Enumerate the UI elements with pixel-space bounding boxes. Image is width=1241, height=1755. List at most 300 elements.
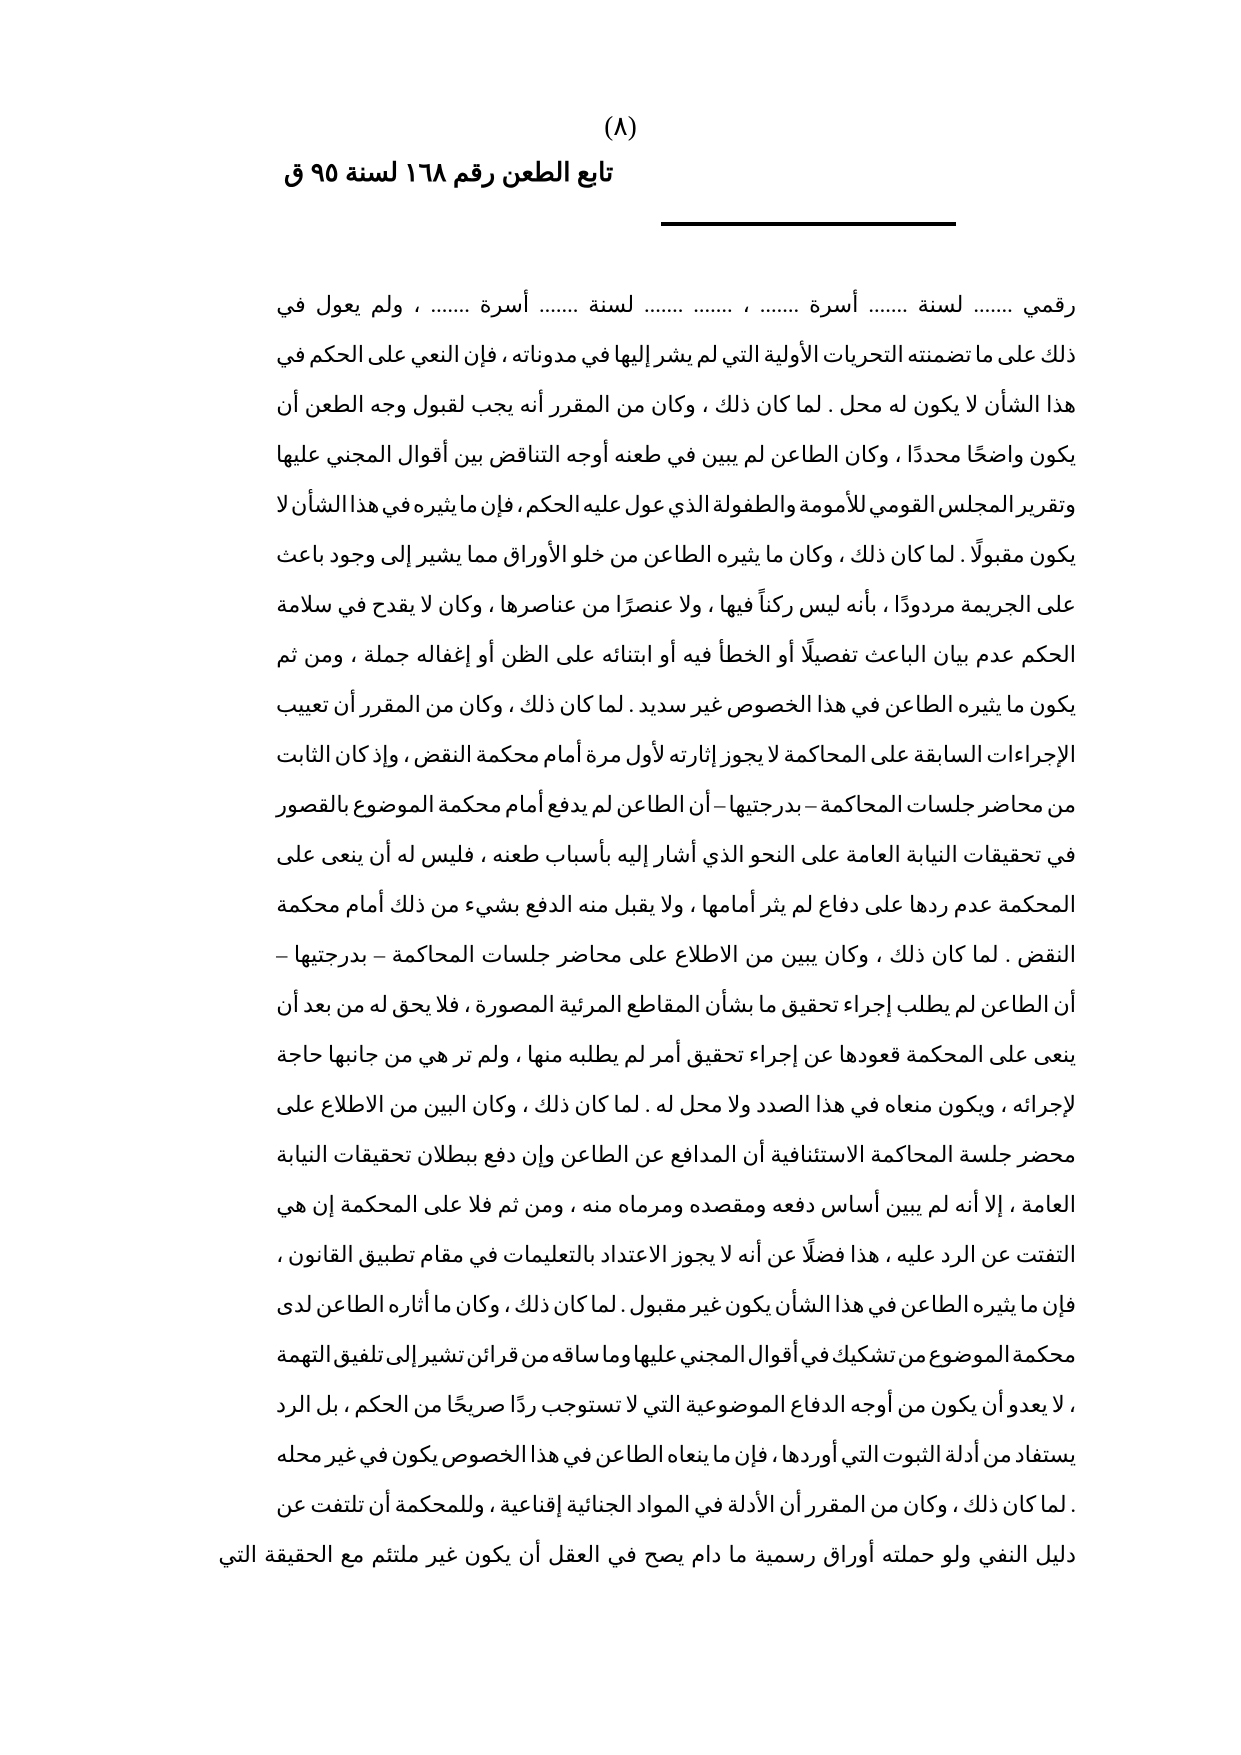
body-word: حاجة	[276, 1042, 323, 1067]
body-word: أمر	[650, 1042, 682, 1067]
body-word: ،	[742, 292, 750, 317]
body-word: من	[383, 1042, 414, 1067]
body-word: ،	[503, 1292, 511, 1317]
body-line	[276, 480, 1076, 530]
body-word: الثبوت	[882, 1442, 942, 1467]
body-word: ولو	[941, 1542, 972, 1567]
body-word: الشأن	[290, 492, 348, 517]
body-word: وكان	[437, 592, 483, 617]
body-word: .......	[868, 292, 908, 317]
body-word: من	[413, 1392, 443, 1417]
body-word: مقبولًا	[969, 542, 1025, 567]
body-word: هذا	[815, 1092, 846, 1117]
body-word: الجنائية	[566, 1492, 633, 1517]
body-word: لما	[971, 942, 999, 967]
body-word: أثاره	[387, 1292, 430, 1317]
body-word: ،	[1000, 1092, 1008, 1117]
body-word: المرئية	[558, 992, 623, 1017]
body-word: ومن	[303, 642, 344, 667]
body-line	[276, 1180, 1076, 1230]
body-word: أن	[981, 1392, 1004, 1417]
body-word: لا	[965, 392, 979, 417]
body-word: .......	[539, 292, 579, 317]
body-word: دليل	[1035, 1542, 1076, 1567]
body-word: وكان	[844, 442, 890, 467]
body-word: الطاعن	[900, 1292, 970, 1317]
body-word: –	[276, 942, 288, 967]
page-number: (٨)	[604, 111, 637, 141]
body-word: عليه	[582, 492, 623, 517]
body-word: المصورة	[474, 992, 555, 1017]
body-word: ذلك	[714, 392, 751, 417]
body-word: أو	[777, 642, 795, 667]
body-word: محكمة	[437, 792, 502, 817]
body-word: الاستئنافية	[770, 1142, 866, 1167]
body-word: لما	[795, 392, 823, 417]
body-word: تحقيقات	[962, 842, 1042, 867]
body-word: يثيره	[716, 542, 761, 567]
body-word: منه	[581, 1192, 613, 1217]
body-word: الباعث	[864, 642, 927, 667]
body-word: محكمة	[276, 892, 341, 917]
body-word: حملته	[881, 1542, 935, 1567]
body-word: عليه	[896, 1242, 937, 1267]
body-word: هذا	[849, 1242, 880, 1267]
body-word: يكون	[391, 1442, 439, 1467]
body-word: تلتفت	[310, 1492, 365, 1517]
body-word: ثم	[497, 1192, 519, 1217]
body-word: ما	[433, 1292, 453, 1317]
body-word: المحاكمة	[819, 792, 903, 817]
body-word: أنه	[737, 1242, 763, 1267]
body-word: القومي	[868, 492, 936, 517]
body-word: على	[423, 1192, 463, 1217]
body-word: ملتئم	[371, 1542, 420, 1567]
body-word: جانبها	[327, 1042, 379, 1067]
body-word: من	[869, 1492, 900, 1517]
body-word: يكون	[912, 392, 960, 417]
body-word: –	[373, 942, 386, 967]
body-word: من	[897, 1342, 927, 1367]
body-line	[276, 380, 1076, 430]
body-word: النيابة	[905, 842, 958, 867]
body-word: .	[1005, 942, 1011, 967]
body-word: الطاعن	[560, 1142, 630, 1167]
body-word: النحو	[749, 842, 796, 867]
body-word: على	[555, 642, 596, 667]
body-word: في	[850, 692, 881, 717]
body-word: مقام	[419, 1242, 465, 1267]
body-word: الظن	[500, 642, 550, 667]
body-word: التفتت	[1015, 1242, 1076, 1267]
body-word: أسرة	[479, 292, 530, 317]
body-word: أن	[688, 792, 711, 817]
body-word: النقض	[413, 742, 473, 767]
body-word: يطلبه	[567, 1042, 619, 1067]
body-word: المحاكمة	[870, 1142, 954, 1167]
body-word: النفي	[978, 1542, 1029, 1567]
body-word: من	[425, 692, 455, 717]
body-word: لما	[613, 1092, 641, 1117]
body-word: .......	[430, 292, 470, 317]
body-word: تلفيق	[333, 1342, 384, 1367]
body-word: هي	[276, 1192, 307, 1217]
body-line	[276, 1380, 1076, 1430]
body-word: تفصيلًا	[800, 642, 859, 667]
body-word: المحاكمة	[783, 742, 867, 767]
body-word: في	[607, 1542, 637, 1567]
body-word: إلا	[984, 1192, 1004, 1217]
body-word: يستفاد	[1014, 1442, 1076, 1467]
body-word: أوراق	[822, 1542, 875, 1567]
body-word: ذلك	[1040, 342, 1076, 367]
body-word: على	[870, 742, 910, 767]
body-word: ولم	[370, 292, 404, 317]
body-word: ،	[689, 892, 697, 917]
body-word: .......	[973, 292, 1013, 317]
body-word: محاضر	[978, 792, 1044, 817]
body-word: ما	[459, 492, 478, 517]
body-word: ردها	[909, 892, 949, 917]
body-word: في	[867, 1292, 898, 1317]
body-word: وللمحكمة	[394, 1492, 485, 1517]
body-word: من	[430, 892, 460, 917]
body-word: المواد	[636, 1492, 691, 1517]
body-word: إلى	[385, 1342, 418, 1367]
body-word: كان	[559, 692, 594, 717]
body-line	[276, 1330, 1076, 1380]
body-word: .......	[693, 292, 733, 317]
body-word: هذا	[529, 1442, 560, 1467]
body-word: التحريات	[822, 342, 904, 367]
body-word: لم	[696, 342, 719, 367]
body-word: أمام	[345, 892, 385, 917]
body-word: يكون	[1029, 692, 1076, 717]
body-word: الأدلة	[727, 1492, 776, 1517]
body-word: في	[580, 342, 611, 367]
body-word: منعاه	[884, 1092, 933, 1117]
body-word: ،	[500, 342, 508, 367]
body-word: الدفاع	[790, 1392, 846, 1417]
body-word: له	[396, 842, 416, 867]
body-word: ،	[516, 492, 524, 517]
body-word: المقرر	[360, 692, 421, 717]
body-word: لا	[767, 742, 781, 767]
body-word: الخصوص	[441, 1442, 528, 1467]
body-word: ومقصده	[689, 1192, 767, 1217]
body-word: .	[1070, 1492, 1076, 1517]
body-word: ما	[712, 1442, 732, 1467]
body-word: عليها	[276, 442, 321, 467]
body-word: جلسات	[906, 792, 976, 817]
body-word: وكان	[471, 1092, 517, 1117]
body-word: ذلك	[849, 542, 886, 567]
body-word: لسنة	[588, 292, 635, 317]
body-word: قرائن	[466, 1342, 519, 1367]
body-word: دفعه	[771, 1192, 816, 1217]
body-word: في	[359, 1442, 389, 1467]
body-word: عن	[766, 1242, 798, 1267]
body-word: الاطلاع	[674, 942, 739, 967]
body-word: ومرماه	[617, 1192, 684, 1217]
body-word: غير	[690, 1292, 722, 1317]
body-word: أسرة	[809, 292, 859, 317]
body-word: واضحًا	[966, 442, 1025, 467]
body-word: أن	[276, 992, 299, 1017]
body-word: ذلك	[389, 892, 426, 917]
body-word: ما	[758, 992, 778, 1017]
body-word: يثيره	[412, 492, 458, 517]
body-word: المحكمة	[340, 1192, 419, 1217]
body-word: لم	[954, 992, 977, 1017]
body-word: وكان	[788, 542, 834, 567]
body-word: في	[800, 1342, 830, 1367]
body-word: بالتعليمات	[502, 1242, 596, 1267]
body-word: المجلس	[937, 492, 1015, 517]
body-line	[276, 930, 1076, 980]
body-word: له	[888, 392, 908, 417]
body-word: سديد	[638, 692, 688, 717]
body-word: عناصرها	[499, 592, 577, 617]
body-word: التي	[642, 1392, 682, 1417]
body-word: على	[276, 842, 316, 867]
body-word: بل	[315, 1392, 339, 1417]
body-line	[276, 630, 1076, 680]
body-word: المجني	[326, 442, 393, 467]
body-line	[276, 1030, 1076, 1080]
body-word: الثابت	[276, 742, 332, 767]
body-word: لا	[420, 592, 434, 617]
body-word: يجب	[470, 392, 514, 417]
body-word: أو	[477, 642, 495, 667]
body-line	[276, 1280, 1076, 1330]
body-word: عن	[803, 1042, 834, 1067]
body-word: فليس	[420, 842, 475, 867]
body-word: الموضوعية	[685, 1392, 786, 1417]
body-word: محكمة	[1011, 1342, 1076, 1367]
body-word: تعييب	[276, 692, 329, 717]
body-word: الذي	[667, 492, 711, 517]
body-word: غير	[691, 692, 723, 717]
body-word: الحكم	[308, 342, 364, 367]
body-word: دام	[691, 1542, 722, 1567]
body-word: محكمة	[475, 742, 540, 767]
body-word: أمامها	[701, 892, 756, 917]
body-word: محاضر	[557, 942, 623, 967]
body-word: ولم	[477, 1042, 510, 1067]
body-word: على	[988, 1042, 1029, 1067]
body-word: الحكم	[1020, 642, 1076, 667]
body-word: في	[694, 1492, 724, 1517]
body-word: لم	[623, 1042, 646, 1067]
body-word: جملة	[363, 642, 410, 667]
body-word: كان	[552, 1292, 588, 1317]
body-word: يكون	[724, 1292, 772, 1317]
body-word: وما	[601, 1342, 632, 1367]
body-word: .	[827, 392, 834, 417]
body-word: .	[628, 692, 635, 717]
body-word: من	[616, 392, 646, 417]
body-word: على	[628, 942, 669, 967]
body-word: ما	[1019, 1292, 1039, 1317]
body-word: إجراء	[748, 1042, 799, 1067]
body-word: وإذ	[372, 742, 400, 767]
body-word: الحقيقة	[264, 1542, 334, 1567]
body-line	[276, 1230, 1076, 1280]
body-word: النقض	[1017, 942, 1076, 967]
body-word: لم	[743, 442, 766, 467]
body-word: ما	[1006, 692, 1025, 717]
body-word: أن	[368, 842, 392, 867]
body-word: على	[864, 892, 904, 917]
body-word: –	[714, 792, 726, 817]
body-word: ذلك	[519, 692, 555, 717]
body-word: لما	[590, 1292, 617, 1317]
body-word: هذا	[1046, 392, 1076, 417]
body-word: إغفاله	[416, 642, 472, 667]
body-word: فلا	[435, 992, 460, 1017]
body-word: الحكم	[525, 492, 581, 517]
body-word: ،	[479, 842, 487, 867]
body-word: فإن	[463, 342, 498, 367]
body-word: ببطلان	[416, 1142, 479, 1167]
body-word: ما	[728, 1542, 748, 1567]
body-word: بالقصور	[276, 792, 350, 817]
body-word: الطاعن	[770, 442, 840, 467]
body-word: المحكمة	[997, 892, 1076, 917]
body-word: الرد	[276, 1392, 312, 1417]
body-word: أن	[1053, 992, 1076, 1017]
body-word: تحقيقات	[333, 1142, 412, 1167]
body-line	[276, 530, 1076, 580]
body-word: لما	[928, 542, 956, 567]
body-word: ذلك	[533, 1092, 570, 1117]
body-word: تشير	[418, 1342, 465, 1367]
body-word: هي	[418, 1042, 449, 1067]
body-word: بشيء	[464, 892, 521, 917]
body-word: للأمومة	[798, 492, 867, 517]
body-word: الخصوص	[726, 692, 813, 717]
body-word: يثر	[760, 892, 787, 917]
body-word: ،	[349, 642, 358, 667]
body-word: لإجرائه	[1012, 1092, 1076, 1117]
body-word: أن	[276, 392, 300, 417]
body-word: ولا	[727, 1092, 752, 1117]
body-word: مدوناته	[511, 342, 578, 367]
body-word: النيابة	[276, 1142, 328, 1167]
body-word: عدم	[953, 892, 993, 917]
body-word: محل	[839, 392, 883, 417]
body-word: تحقيق	[781, 992, 839, 1017]
body-word: –	[805, 792, 817, 817]
document-header-title: تابع الطعن رقم ١٦٨ لسنة ٩٥ ق	[284, 158, 614, 187]
body-word: لم	[791, 892, 814, 917]
body-word: إجراء	[842, 992, 893, 1017]
body-word: يشير	[416, 542, 463, 567]
body-word: يبين	[780, 942, 818, 967]
body-word: أن	[368, 1492, 391, 1517]
body-word: أن	[778, 1492, 802, 1517]
body-word: عول	[624, 492, 666, 517]
body-word: ،	[507, 692, 515, 717]
body-word: العامة	[1021, 1192, 1076, 1217]
body-word: إن	[312, 1192, 335, 1217]
body-word: بين	[453, 442, 484, 467]
body-word: في	[1046, 842, 1076, 867]
body-word: ،	[487, 592, 495, 617]
body-word: سلامة	[276, 592, 333, 617]
body-word: ،	[875, 942, 883, 967]
body-word: ردًا	[509, 1392, 537, 1417]
body-word: ،	[894, 442, 902, 467]
body-word: هذا	[349, 492, 380, 517]
body-word: منه	[577, 892, 609, 917]
body-word: فيه	[682, 642, 713, 667]
body-word: أنه	[954, 1192, 980, 1217]
body-word: ولا	[678, 592, 703, 617]
body-word: لا	[625, 1392, 639, 1417]
body-word: ،	[838, 542, 846, 567]
body-word: .......	[759, 292, 800, 317]
body-word: عن	[980, 1242, 1012, 1267]
body-word: الأوراق	[503, 542, 568, 567]
body-word: أمام	[543, 742, 583, 767]
body-line	[276, 1480, 1076, 1530]
body-word: والطفولة	[712, 492, 797, 517]
body-word: يكون	[930, 1392, 978, 1417]
body-word: على	[800, 842, 841, 867]
body-word: مقبول	[629, 1292, 688, 1317]
body-word: يجوز	[672, 1242, 716, 1267]
body-word: من	[581, 592, 611, 617]
body-word: التناقض	[488, 442, 561, 467]
body-word: المقرر	[549, 392, 611, 417]
body-word: العقل	[548, 1542, 601, 1567]
body-word: فضلًا	[801, 1242, 846, 1267]
body-word: في	[381, 492, 411, 517]
body-word: خلو	[572, 542, 605, 567]
body-word: الاعتداد	[600, 1242, 668, 1267]
body-word: من	[609, 542, 639, 567]
body-word: الطاعن	[884, 692, 954, 717]
body-word: وجود	[329, 542, 376, 567]
body-word: لأول	[625, 742, 666, 767]
body-word: الدفع	[525, 892, 573, 917]
body-word: لم	[591, 792, 613, 817]
body-word: بعد	[302, 992, 332, 1017]
body-word: أن	[333, 692, 356, 717]
body-word: الرد	[940, 1242, 977, 1267]
body-word: لما	[597, 692, 625, 717]
body-word: الطاعن	[595, 1442, 664, 1467]
body-word: تحقيق	[686, 1042, 745, 1067]
body-word: عن	[276, 1492, 307, 1517]
body-word: يقدح	[371, 592, 416, 617]
body-word: تستوجب	[540, 1392, 622, 1417]
body-word: أوجه	[565, 442, 609, 467]
body-word: إليها	[613, 342, 651, 367]
body-word: لم	[927, 1192, 950, 1217]
body-word: المدافع	[670, 1142, 738, 1167]
body-word: جلسة	[958, 1142, 1013, 1167]
body-word: عليها	[633, 1342, 678, 1367]
body-word: .......	[644, 292, 684, 317]
body-word: البين	[423, 1092, 468, 1117]
body-word: المقاطع	[626, 992, 701, 1017]
body-word: كان	[890, 542, 925, 567]
body-line	[276, 1080, 1076, 1130]
body-word: فيها	[719, 592, 754, 617]
